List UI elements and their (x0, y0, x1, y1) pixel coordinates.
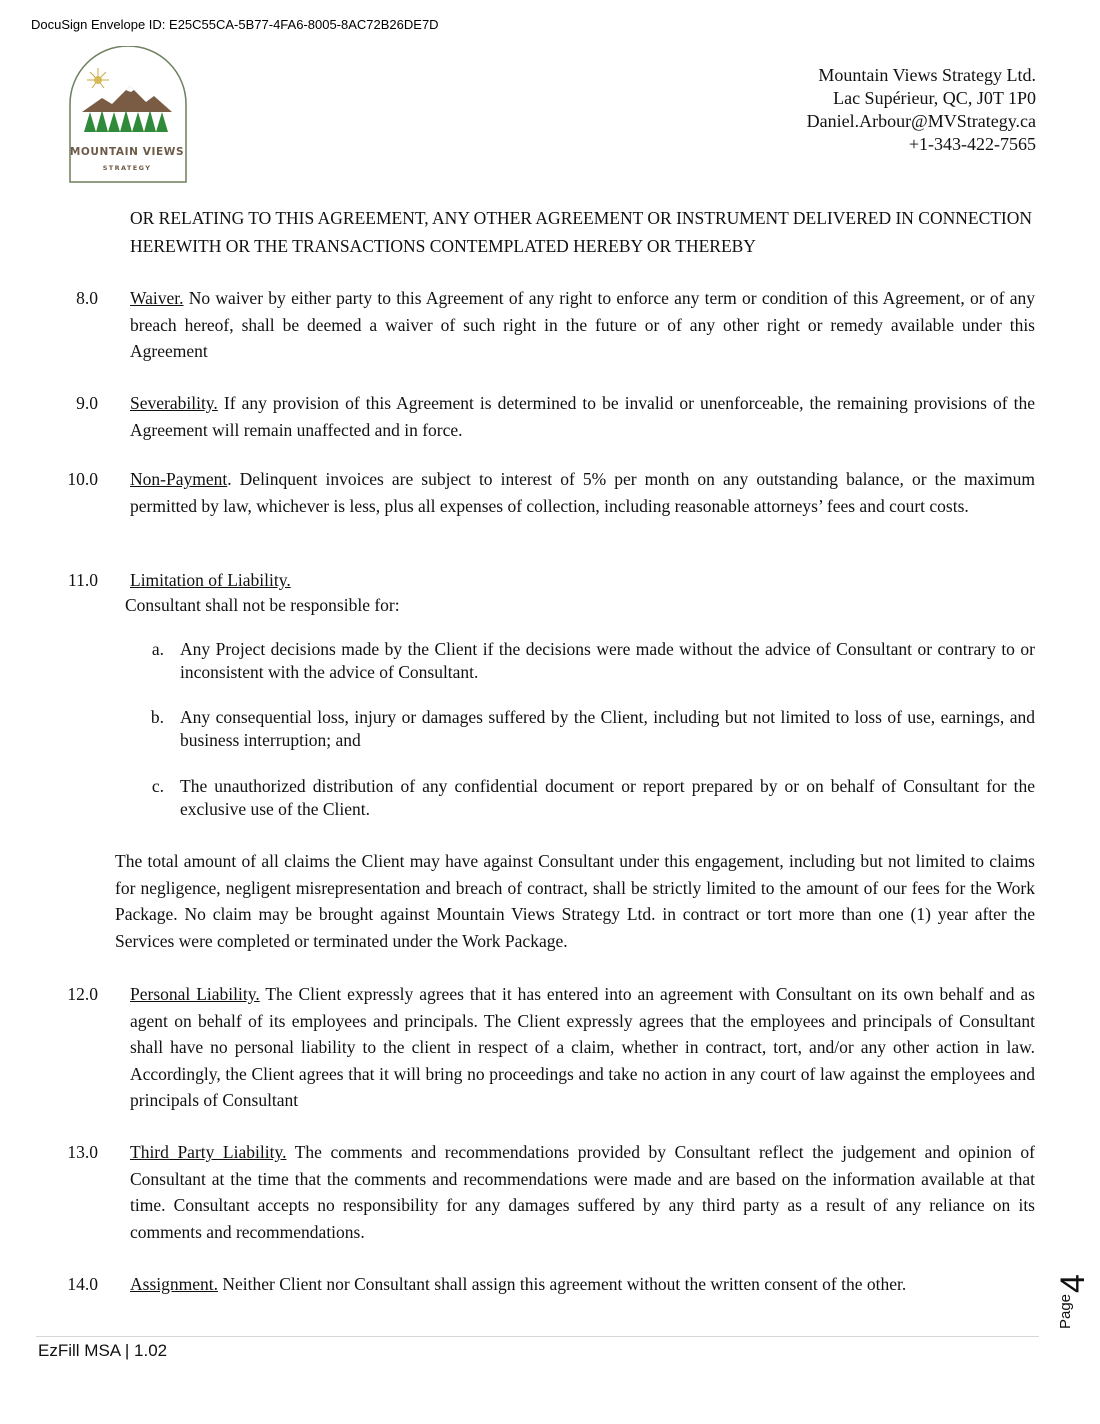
footer-divider (36, 1336, 1039, 1337)
section-title: Severability. (130, 393, 218, 413)
section-number: 10.0 (67, 469, 98, 489)
section-text: . Delinquent invoices are subject to interest of 5% per month on any outstanding balance, or the maximum permitted by law, whichever is less, plus all expenses of collection, including reasonable attorneys’ fees and court costs. (130, 469, 1035, 516)
list-item-label: c. (151, 776, 164, 796)
section-number: 8.0 (76, 288, 98, 308)
list-item: The unauthorized distribution of any confidential document or report prepared by or on behalf of Consultant for the exclusive use of the Client. (180, 776, 1035, 819)
section-text: The comments and recommendations provided by Consultant reflect the judgement and opinion of Consultant at the time that the comments and recommendations were made and are based on the information available at that time. Consultant accepts no responsibility for any damages suffered by any third party as a result of any reliance on its comments and recommendations. (130, 1142, 1036, 1242)
section-number: 14.0 (67, 1274, 98, 1294)
section-text: The Client expressly agrees that it has entered into an agreement with Consultant on its own behalf and as agent on behalf of its employees and principals. The Client expressly agrees that the employees and principals of Consultant shall have no personal liability to the client in respect of a claim, whether in contract, tort, and/or any other action in law. Accordingly, the Client agrees that it will bring no proceedings and take no action in any court of law against the employees and principals of Consultant (130, 984, 1035, 1110)
section-title: Third Party Liability. (130, 1142, 287, 1162)
company-city: Lac Supérieur, QC, J0T 1P0 (833, 88, 1036, 108)
company-phone: +1-343-422-7565 (908, 134, 1036, 154)
section-title: Waiver. (130, 288, 184, 308)
page-number (1053, 1270, 1092, 1334)
company-logo (68, 46, 188, 184)
section-limitation-title (130, 567, 1035, 594)
section-assignment (130, 1271, 1020, 1298)
section-title: Limitation of Liability. (130, 570, 291, 590)
company-email: Daniel.Arbour@MVStrategy.ca (806, 111, 1036, 131)
company-name: Mountain Views Strategy Ltd. (818, 65, 1036, 85)
section-text: Neither Client nor Consultant shall assign this agreement without the written consent of the other. (218, 1274, 907, 1294)
section-number: 9.0 (76, 393, 98, 413)
logo-title: MOUNTAIN VIEWS (69, 146, 185, 158)
page-label: Page (1057, 1293, 1075, 1330)
section-text: No waiver by either party to this Agreement of any right to enforce any term or condition of this Agreement, or of any breach hereof, shall be deemed a waiver of such right in the future or of any other right or remedy available under this Agreement (130, 288, 1035, 361)
section-title: Personal Liability. (130, 984, 260, 1004)
logo-subtitle: STRATEGY (102, 164, 152, 172)
section-text: If any provision of this Agreement is determined to be invalid or unenforceable, the remaining provisions of the Agreement will remain unaffected and in force. (130, 393, 1035, 440)
footer-doc-version: EzFill MSA | 1.02 (38, 1341, 168, 1360)
section-title: Assignment. (130, 1274, 218, 1294)
company-address (807, 64, 1036, 156)
section-title: Non-Payment (130, 469, 228, 489)
section-number: 11.0 (68, 570, 98, 590)
page-digit: 4 (1053, 1274, 1092, 1293)
section-waiver (130, 285, 1035, 365)
section-number: 13.0 (67, 1142, 98, 1162)
list-item: Any consequential loss, injury or damages suffered by the Client, including but not limited to loss of use, earnings, and business interruption; and (180, 707, 1035, 750)
section-limitation-intro: Consultant shall not be responsible for: (125, 595, 400, 615)
section-third-party-liability (130, 1139, 1035, 1245)
continuation-text: OR RELATING TO THIS AGREEMENT, ANY OTHER AGREEMENT OR INSTRUMENT DELIVERED IN CONNECTION HEREWITH OR THE TRANSACTIONS CONTEMPLATED HEREBY OR THEREBY (130, 208, 1033, 256)
docusign-envelope-id: DocuSign Envelope ID: E25C55CA-5B77-4FA6-8005-8AC72B26DE7D (31, 17, 439, 32)
section-personal-liability (130, 981, 1035, 1114)
list-item-label: b. (150, 707, 164, 727)
section-limitation-closing: The total amount of all claims the Client may have against Consultant under this engagement, including but not limited to claims for negligence, negligent misrepresentation and breach of contract, shall be strictly limited to the amount of our fees for the Work Package. No claim may be brought against Mountain Views Strategy Ltd. in contract or tort more than one (1) year after the Services were completed or terminated under the Work Package. (115, 851, 1035, 951)
list-item: Any Project decisions made by the Client if the decisions were made without the advice of Consultant or contrary to or inconsistent with the advice of Consultant. (180, 639, 1035, 682)
list-item-label: a. (151, 639, 164, 659)
section-severability (130, 390, 1035, 443)
section-non-payment (130, 466, 1035, 519)
section-number: 12.0 (67, 984, 98, 1004)
